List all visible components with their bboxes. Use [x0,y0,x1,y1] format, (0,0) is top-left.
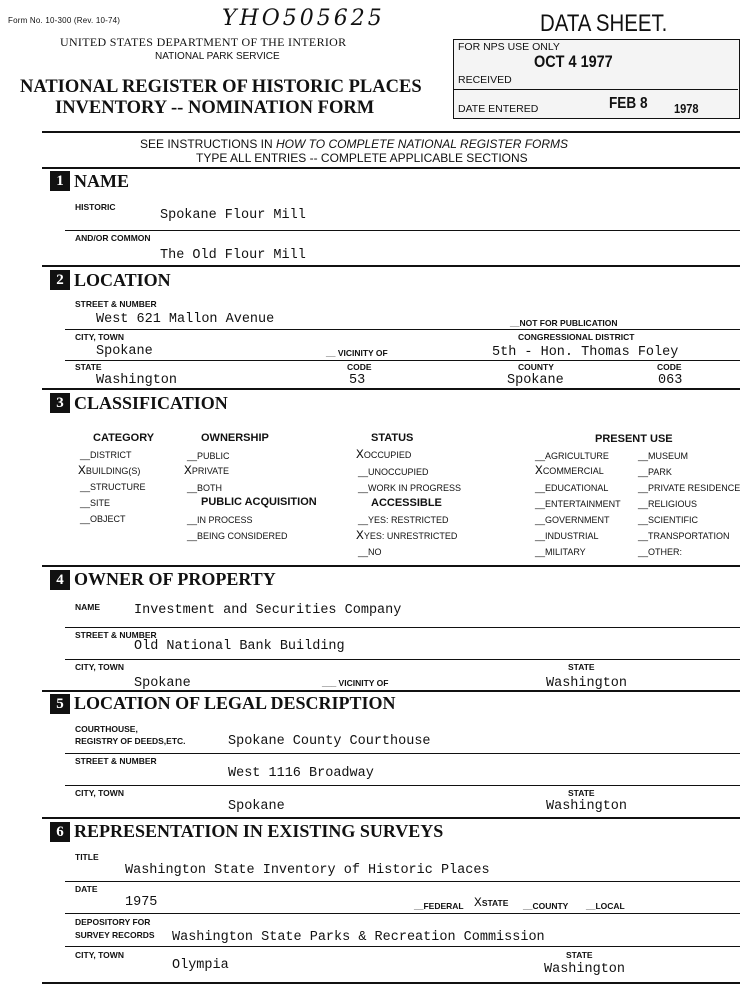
use-private-residence: __PRIVATE RESIDENCE [638,483,741,493]
use-museum: __MUSEUM [638,451,689,461]
state-value: Washington [96,373,178,388]
section-title-owner: OWNER OF PROPERTY [74,569,276,589]
accessible-no: __NO [358,547,382,557]
option-label: OCCUPIED [363,450,412,460]
status-unoccupied: __UNOCCUPIED [358,467,429,477]
legal-state: Washington [546,799,628,814]
common-name-label: AND/OR COMMON [75,233,151,243]
accessible-unrestricted [356,526,457,544]
public-acquisition-heading: PUBLIC ACQUISITION [201,496,317,508]
service-name: NATIONAL PARK SERVICE [155,51,280,62]
acquisition-in-process: __IN PROCESS [187,515,253,525]
vicinity-of: __ VICINITY OF [326,348,388,358]
field-rule [65,881,740,882]
category-heading: CATEGORY [93,432,155,444]
field-rule [65,230,740,231]
depository-label-1: DEPOSITORY FOR [75,917,151,927]
owner-name-label: NAME [75,602,101,612]
use-educational: __EDUCATIONAL [535,483,609,493]
category-structure: __STRUCTURE [80,482,146,492]
section-number: 3 [50,393,70,413]
courthouse-value: Spokane County Courthouse [228,734,431,749]
courthouse-label-2: REGISTRY OF DEEDS,ETC. [75,736,186,746]
use-military: __MILITARY [535,547,586,557]
use-other: __OTHER: [638,547,683,557]
state-code-label: CODE [347,362,372,372]
status-work-in-progress: __WORK IN PROGRESS [358,483,462,493]
legal-street-label: STREET & NUMBER [75,756,157,766]
form-title-2: INVENTORY -- NOMINATION FORM [55,98,375,118]
instructions-line-1 [140,137,568,151]
check-mark: X [356,528,364,543]
section-rule [42,167,740,169]
ownership-both: __BOTH [187,483,223,493]
section-title-classification: CLASSIFICATION [74,393,228,413]
county-label: COUNTY [518,362,554,372]
header-rule [42,131,740,133]
accessible-heading: ACCESSIBLE [371,497,442,509]
section-number: 6 [50,822,70,842]
historic-name: Spokane Flour Mill [160,208,306,223]
option-label: STATE [481,898,509,908]
form-number: Form No. 10-300 (Rev. 10-74) [8,16,121,25]
owner-name: Investment and Securities Company [134,603,402,618]
footer-rule [42,982,740,984]
state-label: STATE [75,362,102,372]
field-rule [65,946,740,947]
option-label: PRIVATE [191,466,229,476]
depository-value: Washington State Parks & Recreation Commission [172,930,545,945]
survey-date: 1975 [125,895,158,910]
handwritten-reference: YHO505625 [222,6,385,31]
legal-city-label: CITY, TOWN [75,788,124,798]
owner-street: Old National Bank Building [134,639,345,654]
present-use-heading: PRESENT USE [595,433,673,445]
section-rule [42,388,740,390]
nps-use-box [453,39,740,119]
instructions-reference: HOW TO COMPLETE NATIONAL REGISTER FORMS [276,137,569,151]
option-label: YES: UNRESTRICTED [363,531,458,541]
historic-label: HISTORIC [75,202,116,212]
category-site: __SITE [80,498,111,508]
section-rule [42,817,740,819]
accessible-restricted: __YES: RESTRICTED [358,515,449,525]
legal-state-label: STATE [568,788,595,798]
county-code-value: 063 [658,373,683,388]
county-value: Spokane [507,373,564,388]
form-title-1: NATIONAL REGISTER OF HISTORIC PLACES [20,77,422,97]
field-rule [65,329,740,330]
city-value: Spokane [96,344,153,359]
section-number: 5 [50,694,70,714]
street-label: STREET & NUMBER [75,299,157,309]
instructions-line-2: TYPE ALL ENTRIES -- COMPLETE APPLICABLE SECTIONS [196,151,528,165]
survey-title: Washington State Inventory of Historic Places [125,863,490,878]
section-rule [42,565,740,567]
option-label: COMMERCIAL [542,466,604,476]
use-park: __PARK [638,467,672,477]
survey-date-label: DATE [75,884,98,894]
status-occupied [356,445,411,463]
ownership-private [184,461,229,479]
use-transportation: __TRANSPORTATION [638,531,730,541]
survey-title-label: TITLE [75,852,99,862]
level-county: __COUNTY [523,901,569,911]
not-for-publication: __NOT FOR PUBLICATION [510,318,618,328]
date-entered-value: FEB 8 [609,95,648,112]
congressional-district-label: CONGRESSIONAL DISTRICT [518,332,635,342]
received-date: OCT 4 1977 [534,52,613,71]
section-title-surveys: REPRESENTATION IN EXISTING SURVEYS [74,821,444,841]
owner-city-label: CITY, TOWN [75,662,124,672]
check-mark: X [535,463,543,478]
county-code-label: CODE [657,362,682,372]
instructions-prefix: SEE INSTRUCTIONS IN [140,137,277,151]
acquisition-being-considered: __BEING CONSIDERED [187,531,288,541]
level-local: __LOCAL [586,901,625,911]
field-rule [65,360,740,361]
owner-street-label: STREET & NUMBER [75,630,157,640]
check-mark: X [474,895,482,910]
congressional-district-value: 5th - Hon. Thomas Foley [492,345,679,360]
field-rule [65,913,740,914]
legal-city: Spokane [228,799,285,814]
field-rule [65,753,740,754]
use-commercial [535,461,604,479]
section-title-legal-description: LOCATION OF LEGAL DESCRIPTION [74,693,396,713]
depository-state: Washington [544,962,626,977]
use-agriculture: __AGRICULTURE [535,451,609,461]
option-label: BUILDING(S) [85,466,141,476]
owner-state-label: STATE [568,662,595,672]
section-title-name: NAME [74,171,129,191]
section-number: 2 [50,270,70,290]
section-rule [42,265,740,267]
check-mark: X [184,463,192,478]
section-number: 4 [50,570,70,590]
state-code-value: 53 [349,373,366,388]
check-mark: X [78,463,86,478]
section-number: 1 [50,171,70,191]
use-entertainment: __ENTERTAINMENT [535,499,621,509]
field-rule [65,627,740,628]
category-building [78,461,140,479]
depository-label-2: SURVEY RECORDS [75,930,155,940]
courthouse-label-1: COURTHOUSE, [75,724,138,734]
date-entered-year: 1978 [674,101,699,116]
field-rule [65,785,740,786]
check-mark: X [356,447,364,462]
level-federal: __FEDERAL [414,901,464,911]
data-sheet-heading: DATA SHEET. [540,10,668,37]
nps-use-only-label: FOR NPS USE ONLY [458,41,560,53]
date-entered-label: DATE ENTERED [458,103,539,115]
level-state [474,893,508,911]
street-value: West 621 Mallon Avenue [96,312,275,327]
use-government: __GOVERNMENT [535,515,610,525]
status-heading: STATUS [371,432,414,444]
owner-city: Spokane [134,676,191,691]
use-industrial: __INDUSTRIAL [535,531,599,541]
owner-state: Washington [546,676,628,691]
section-rule [42,690,740,692]
city-label: CITY, TOWN [75,332,124,342]
ownership-public: __PUBLIC [187,451,230,461]
ownership-heading: OWNERSHIP [201,432,269,444]
legal-street: West 1116 Broadway [228,766,374,781]
received-label: RECEIVED [458,74,512,86]
depository-city: Olympia [172,958,229,973]
category-district: __DISTRICT [80,450,132,460]
nps-box-divider [454,89,738,90]
depository-city-label: CITY, TOWN [75,950,124,960]
field-rule [65,659,740,660]
owner-vicinity-of: ___ VICINITY OF [322,678,389,688]
use-scientific: __SCIENTIFIC [638,515,699,525]
section-title-location: LOCATION [74,270,171,290]
use-religious: __RELIGIOUS [638,499,698,509]
common-name: The Old Flour Mill [160,248,306,263]
department-name: UNITED STATES DEPARTMENT OF THE INTERIOR [60,35,347,49]
category-object: __OBJECT [80,514,126,524]
depository-state-label: STATE [566,950,593,960]
